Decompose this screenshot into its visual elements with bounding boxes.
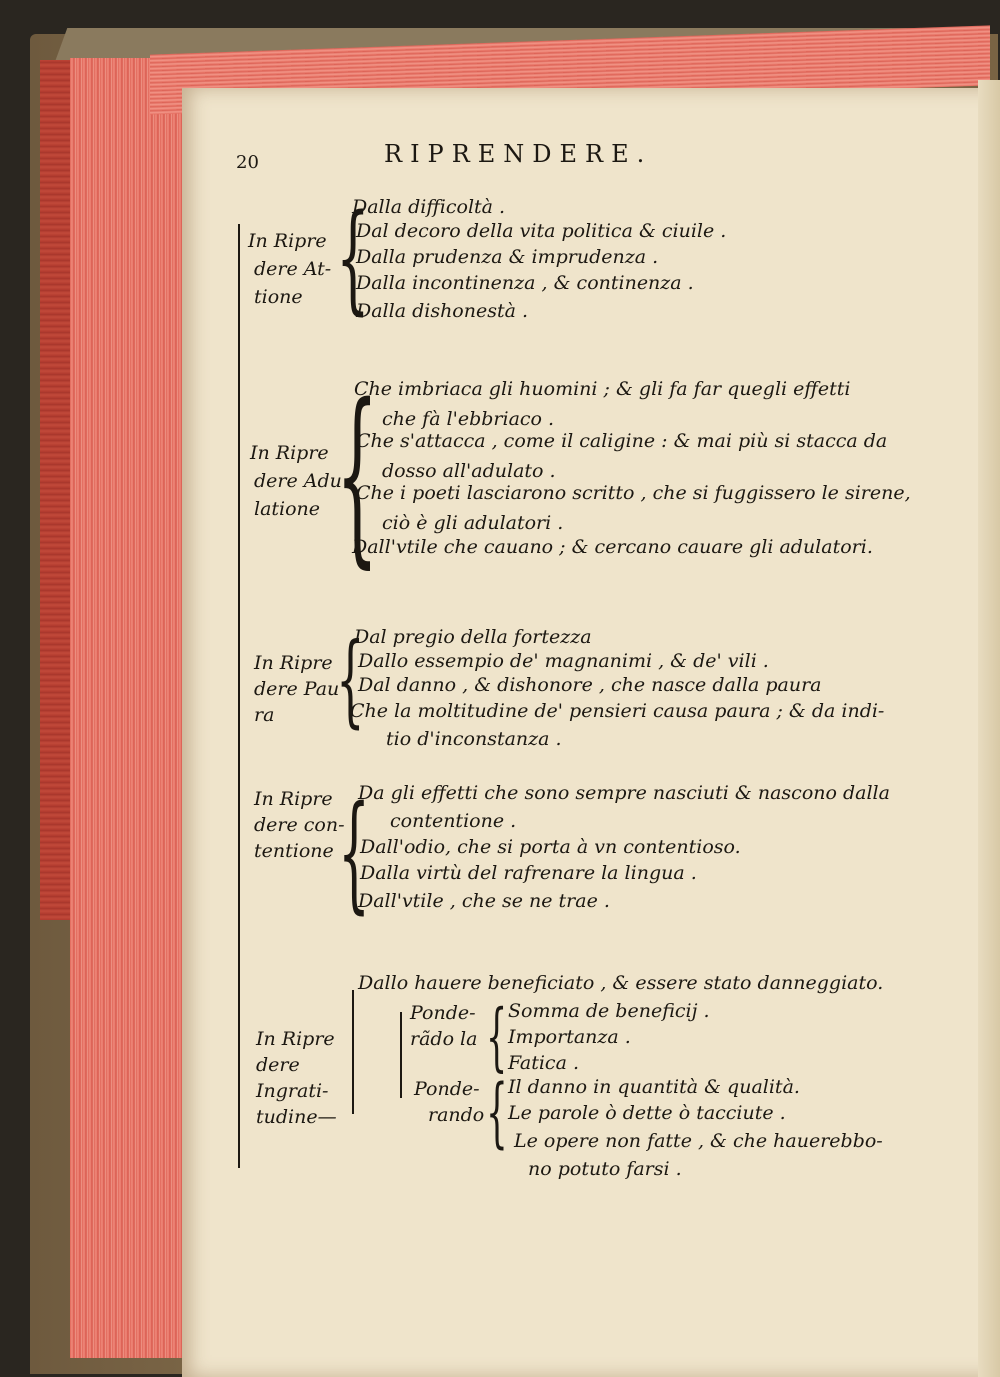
- section-label: In Ripre: [256, 1028, 335, 1050]
- section-label: latione: [254, 498, 321, 520]
- entry-line: Che i poeti lasciarono scritto , che si fuggissero le sirene,: [356, 482, 911, 504]
- entry-line: Dal decoro della vita politica & ciuile .: [356, 220, 727, 242]
- section-label: ra: [254, 704, 275, 726]
- sub-item: Fatica .: [508, 1052, 579, 1074]
- section-label: In Ripre: [254, 652, 333, 674]
- sub-item: no potuto farsi .: [528, 1158, 682, 1180]
- entry-line: Dalla prudenza & imprudenza .: [356, 246, 659, 268]
- entry-line: Dalla incontinenza , & continenza .: [356, 272, 694, 294]
- section-label: dere con-: [254, 814, 345, 836]
- section-label: tentione: [254, 840, 334, 862]
- section-label: In Ripre: [248, 230, 327, 252]
- entry-line: dosso all'adulato .: [382, 460, 556, 482]
- entry-line: Dal pregio della fortezza: [354, 626, 592, 648]
- sub-item: Le opere non fatte , & che hauerebbo-: [514, 1130, 883, 1152]
- sub-label: Ponde-: [414, 1078, 480, 1100]
- entry-line: Da gli effetti che sono sempre nasciuti & nascono dalla: [358, 782, 890, 804]
- section-label: In Ripre: [254, 788, 333, 810]
- page-gutter: [978, 80, 1000, 1377]
- brace: {: [336, 188, 370, 326]
- sub-item: Somma de beneficij .: [508, 1000, 710, 1022]
- section-label: In Ripre: [250, 442, 329, 464]
- section-label: tione: [254, 286, 303, 308]
- section-label: dere At-: [254, 258, 332, 280]
- section-label: dere Pau: [254, 678, 340, 700]
- section-label: dere Adu: [254, 470, 342, 492]
- page-edges-left: [70, 58, 190, 1358]
- sub-item: Importanza .: [508, 1026, 631, 1048]
- entry-line: Dal danno , & dishonore , che nasce dalla paura: [358, 674, 822, 696]
- entry-line: Dallo hauere beneficiato , & essere stato danneggiato.: [358, 972, 884, 994]
- sub-label: rãdo la: [410, 1028, 478, 1050]
- entry-line: Dalla dishonestà .: [356, 300, 529, 322]
- running-title: RIPRENDERE.: [384, 140, 653, 168]
- bracket-line: [352, 990, 354, 1114]
- spine-red-edge: [40, 60, 70, 920]
- sub-item: Le parole ò dette ò tacciute .: [508, 1102, 786, 1124]
- entry-line: Dall'odio, che si porta à vn contentioso.: [360, 836, 741, 858]
- entry-line: Dalla virtù del rafrenare la lingua .: [360, 862, 697, 884]
- entry-line: contentione .: [390, 810, 517, 832]
- section-label: tudine—: [256, 1106, 337, 1128]
- entry-line: Che s'attacca , come il caligine : & mai più si stacca da: [356, 430, 888, 452]
- entry-line: Che la moltitudine de' pensieri causa paura ; & da indi-: [350, 700, 885, 722]
- sub-label: Ponde-: [410, 1002, 476, 1024]
- brace: {: [486, 1067, 508, 1156]
- sub-item: Il danno in quantità & qualità.: [508, 1076, 800, 1098]
- entry-line: Dall'vtile , che se ne trae .: [358, 890, 610, 912]
- entry-line: che fà l'ebbriaco .: [382, 408, 555, 430]
- brace: {: [338, 779, 371, 926]
- sub-bracket-line: [400, 1012, 402, 1098]
- entry-line: tio d'inconstanza .: [386, 728, 562, 750]
- entry-line: ciò è gli adulatori .: [382, 512, 564, 534]
- entry-line: Dalla difficoltà .: [352, 196, 506, 218]
- brace: {: [336, 621, 365, 738]
- outer-bracket: [238, 224, 240, 1168]
- brace: {: [486, 994, 508, 1080]
- sub-label: rando: [428, 1104, 485, 1126]
- entry-line: Dallo essempio de' magnanimi , & de' vili .: [358, 650, 769, 672]
- page-number: 20: [236, 152, 259, 173]
- brace: {: [336, 364, 379, 585]
- entry-line: Che imbriaca gli huomini ; & gli fa far quegli effetti: [354, 378, 851, 400]
- entry-line: Dall'vtile che cauano ; & cercano cauare gli adulatori.: [352, 536, 873, 558]
- section-label: dere: [256, 1054, 300, 1076]
- section-label: Ingrati-: [256, 1080, 329, 1102]
